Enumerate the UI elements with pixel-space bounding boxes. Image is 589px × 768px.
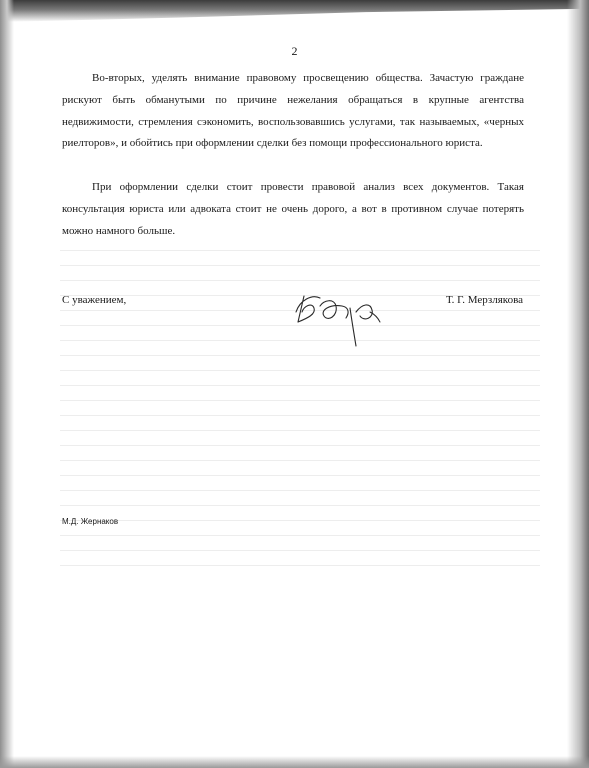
signer-name: Т. Г. Мерзлякова	[446, 294, 523, 306]
scan-edge-right	[567, 0, 589, 768]
scan-edge-left	[0, 0, 14, 768]
body-paragraph-1: Во-вторых, уделять внимание правовому просвещению общества. Зачастую граждане рискуют быть обманутыми по причине нежелания обращаться в крупные агентства недвижимости, стремления сэкономить, воспользовавшись услугами, так называемых, «черных риелторов», и обойтись при оформлении сделки без помощи профессионального юриста.	[62, 72, 524, 150]
page-number: 2	[291, 44, 298, 58]
handwritten-signature	[290, 282, 400, 350]
scan-edge-bottom	[0, 756, 589, 768]
executor-name: М.Д. Жернаков	[62, 517, 119, 526]
body-paragraph-2: При оформлении сделки стоит провести правовой анализ всех документов. Такая консультация юриста или адвоката стоит не очень дорого, а вот в противном случае потерять можно намного больше.	[62, 181, 524, 237]
scan-edge-top	[0, 0, 589, 22]
closing-salutation: С уважением,	[62, 294, 127, 306]
